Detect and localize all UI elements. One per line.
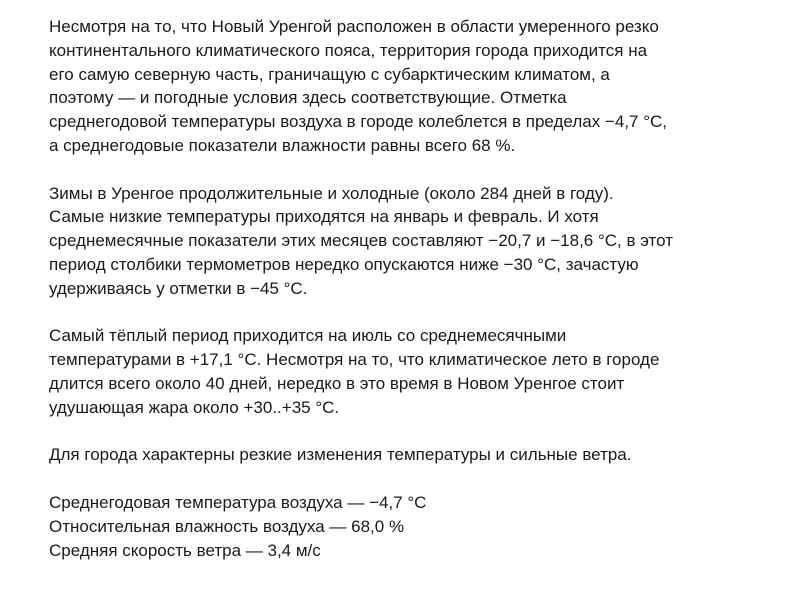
stat-average-temperature: Среднегодовая температура воздуха — −4,7 °C (49, 492, 427, 512)
paragraph-intro: Несмотря на то, что Новый Уренгой расположен в области умеренного резко континентального климатического пояса, территория города приходится на его самую северную часть, граничащую с субарктическим климатом, а поэтому — и погодные условия здесь соответствующие. Отметка среднегодовой температуры воздуха в городе колеблется в пределах −4,7 °С, а среднегодовые показатели влажности равны всего 68 %. (49, 17, 667, 155)
paragraph-summer: Самый тёплый период приходится на июль со среднемесячными температурами в +17,1 °С. Несмотря на то, что климатическое лето в городе длится всего около 40 дней, нередко в это время в Новом Уренгое стоит удушающая жара около +30..+35 °С. (49, 326, 660, 417)
climate-stats-list (49, 491, 779, 562)
stat-relative-humidity: Относительная влажность воздуха — 68,0 % (49, 516, 405, 536)
stat-wind-speed: Средняя скорость ветра — 3,4 м/с (49, 540, 321, 560)
climate-article (49, 15, 779, 562)
paragraph-winter: Зимы в Уренгое продолжительные и холодные (около 284 дней в году). Самые низкие температуры приходятся на январь и февраль. И хотя среднемесячные показатели этих месяцев составляют −20,7 и −18,6 °С, в этот период столбики термометров нередко опускаются ниже −30 °С, зачастую удерживаясь у отметки в −45 °С. (49, 183, 674, 298)
paragraph-weather-changes: Для города характерны резкие изменения температуры и сильные ветра. (49, 445, 632, 465)
